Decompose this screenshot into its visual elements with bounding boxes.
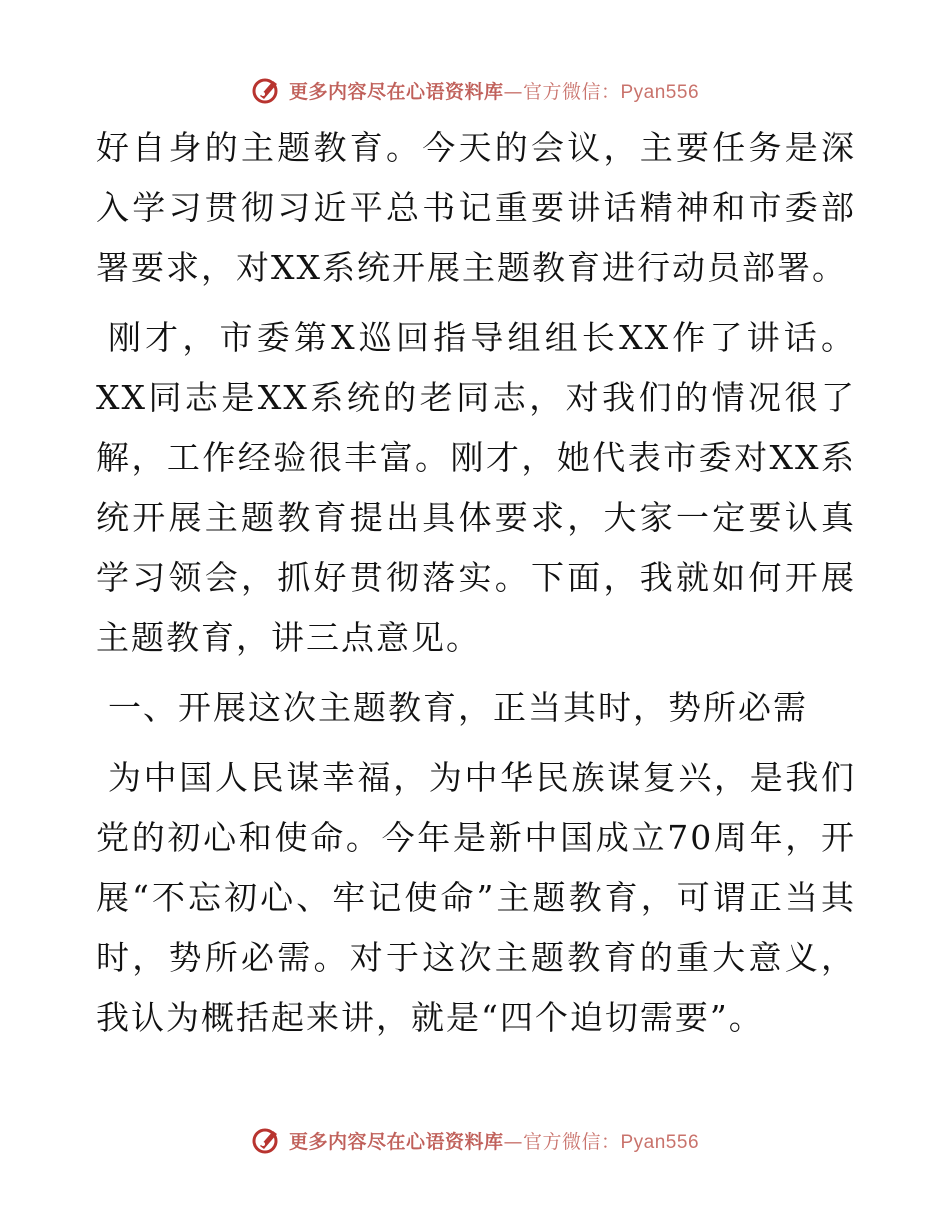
footer-account: Pyan556 bbox=[620, 1131, 700, 1153]
header-brand: 更多内容尽在心语资料库 bbox=[288, 80, 504, 103]
footer-banner-text bbox=[289, 1127, 699, 1154]
footer-dash: — bbox=[503, 1130, 523, 1153]
footer-official: 官方微信： bbox=[522, 1130, 621, 1153]
document-body bbox=[96, 118, 856, 1058]
section-heading: 一、开展这次主题教育，正当其时，势所必需 bbox=[108, 688, 808, 727]
header-banner bbox=[0, 70, 950, 110]
header-dash: — bbox=[503, 80, 523, 103]
header-account: Pyan556 bbox=[620, 81, 700, 103]
footer-banner bbox=[0, 1120, 950, 1160]
pen-logo-icon bbox=[251, 74, 283, 106]
paragraph-1: 好自身的主题教育。今天的会议，主要任务是深入学习贯彻习近平总书记重要讲话精神和市委部署要求，对XX系统开展主题教育进行动员部署。 bbox=[96, 128, 856, 287]
paragraph-2: 刚才，市委第X巡回指导组组长XX作了讲话。XX同志是XX系统的老同志，对我们的情况很了解，工作经验很丰富。刚才，她代表市委对XX系统开展主题教育提出具体要求，大家一定要认真学习领会，抓好贯彻落实。下面，我就如何开展主题教育，讲三点意见。 bbox=[96, 318, 856, 657]
pen-logo-icon bbox=[251, 1124, 283, 1156]
paragraph-3: 为中国人民谋幸福，为中华民族谋复兴，是我们党的初心和使命。今年是新中国成立70周年，开展“不忘初心、牢记使命”主题教育，可谓正当其时，势所必需。对于这次主题教育的重大意义，我认为概括起来讲，就是“四个迫切需要”。 bbox=[96, 758, 856, 1037]
footer-brand: 更多内容尽在心语资料库 bbox=[288, 1130, 504, 1153]
header-banner-text bbox=[289, 77, 699, 104]
header-official: 官方微信： bbox=[522, 80, 621, 103]
